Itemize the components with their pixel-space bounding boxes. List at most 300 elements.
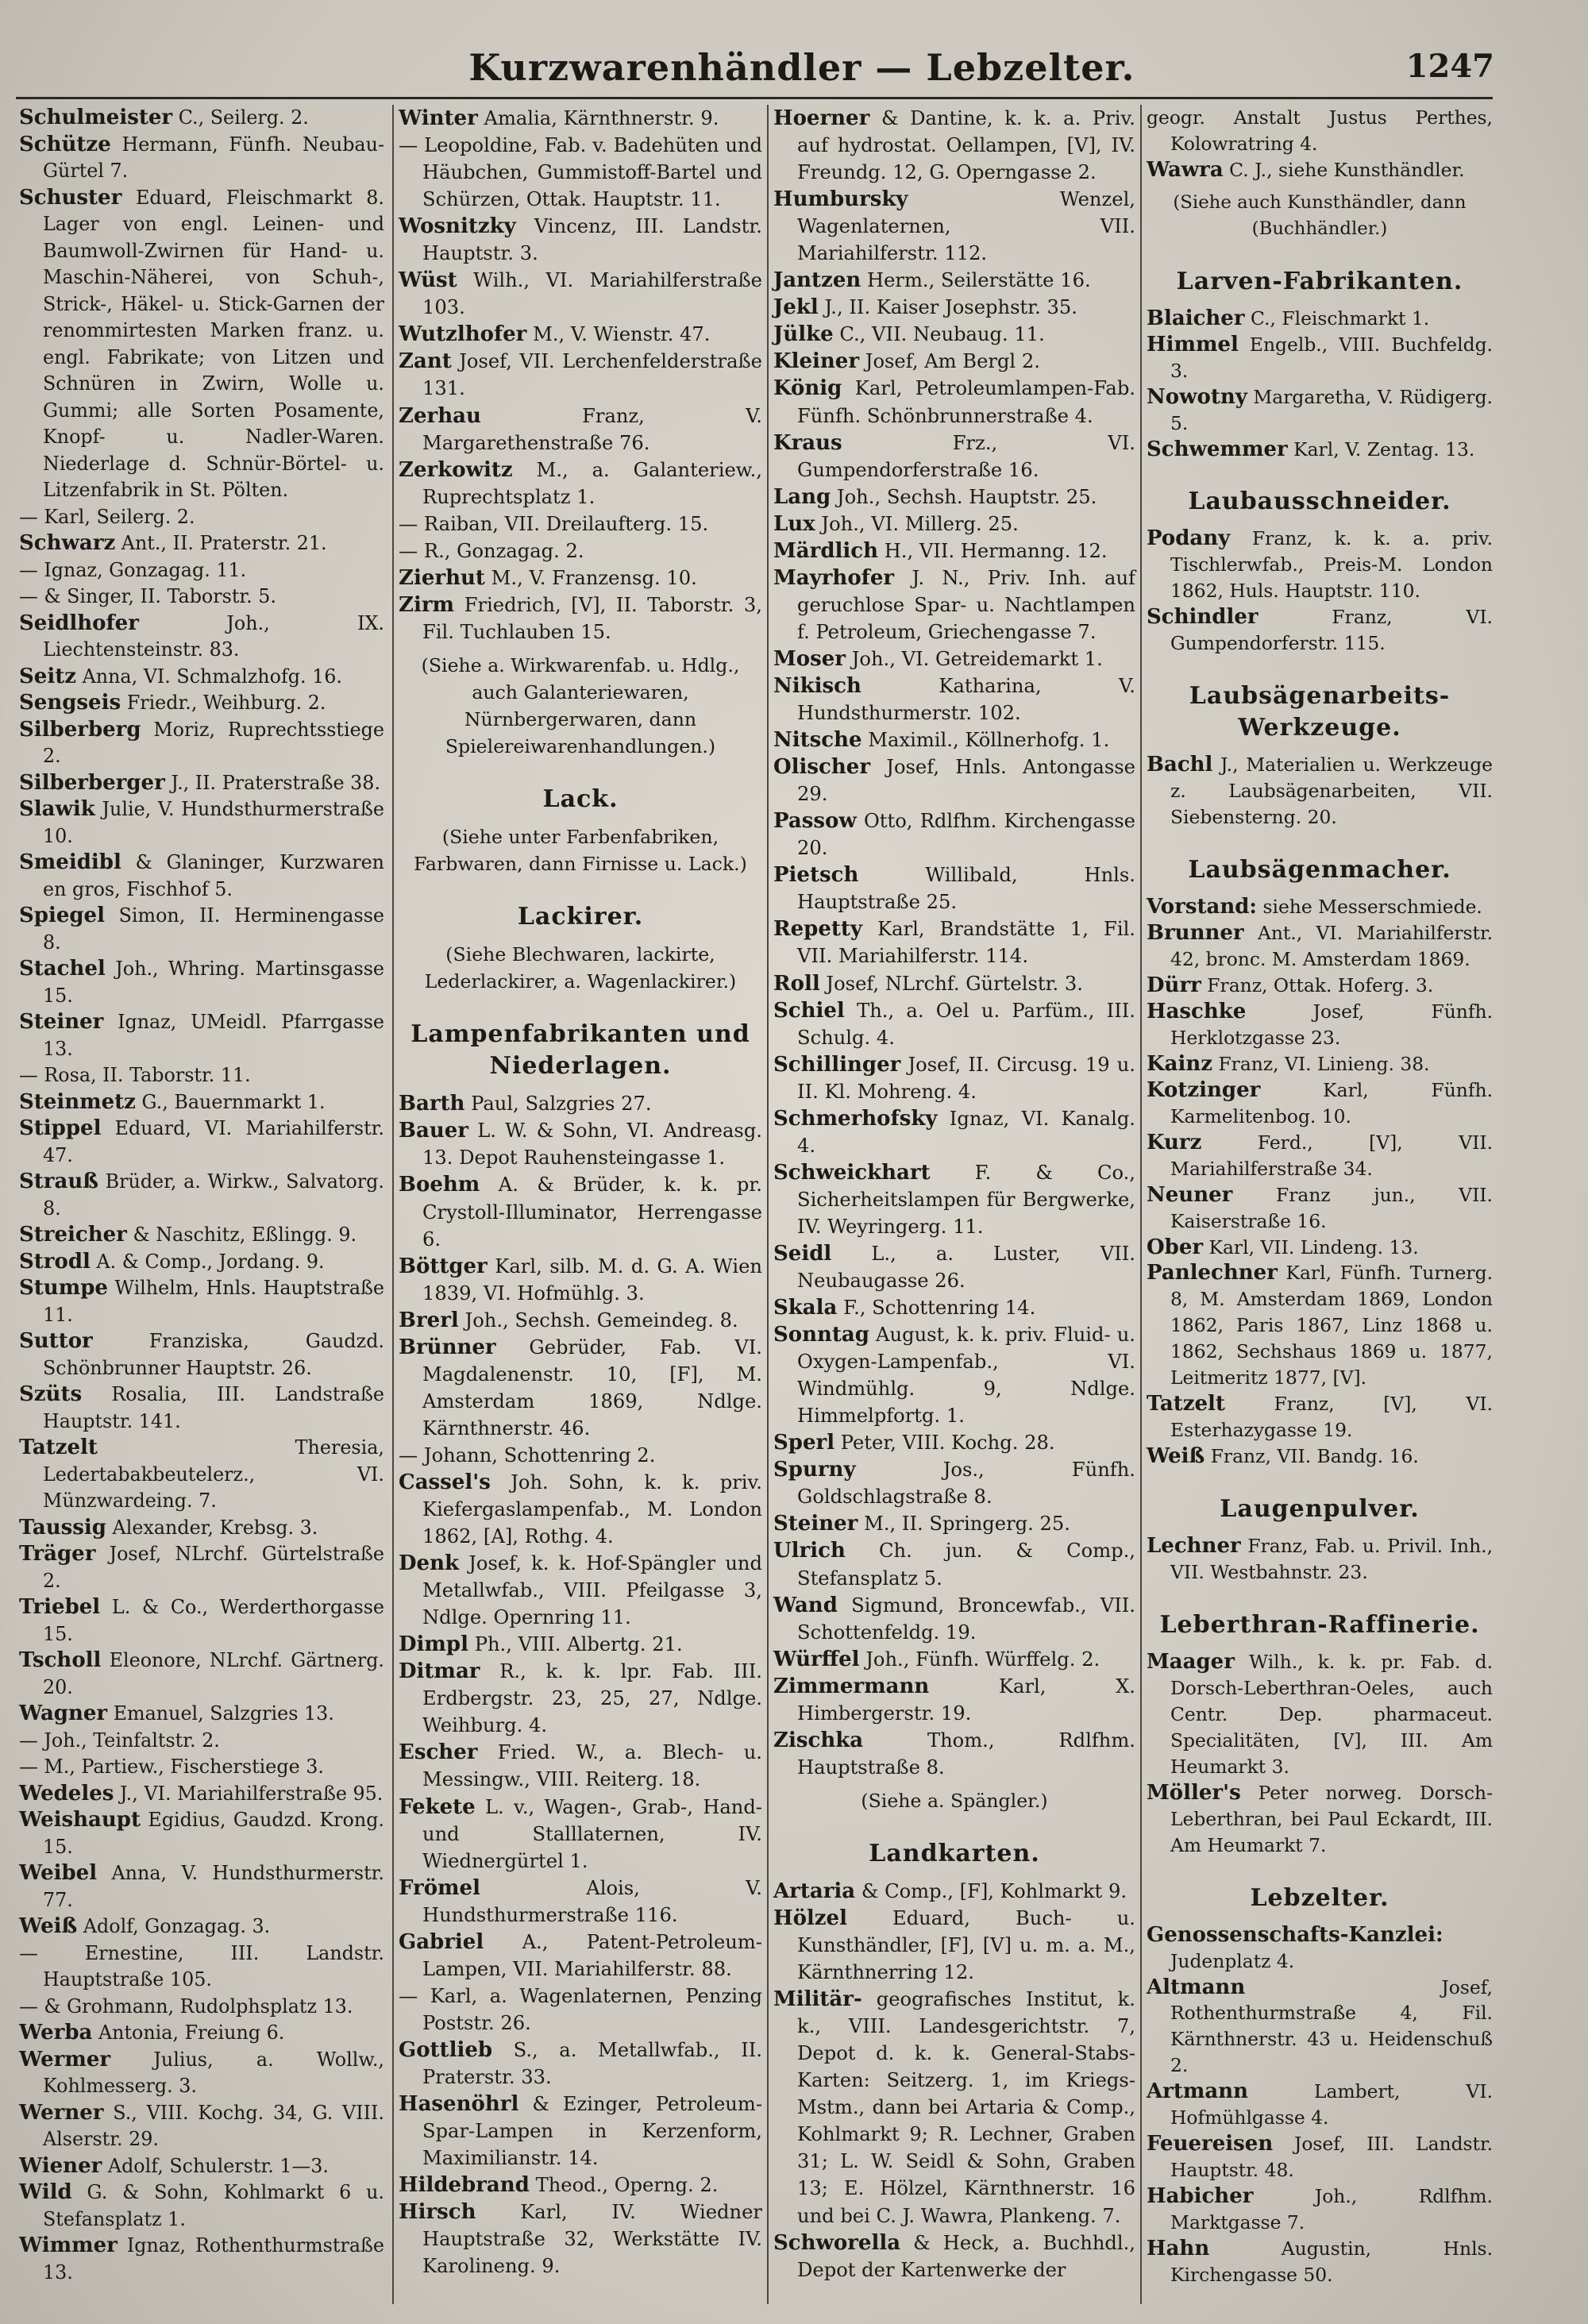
entry-text: Ant., VI. Mariahilferstr. 42, bronc. M. Amsterdam 1869. (1170, 922, 1494, 971)
entry-text: L. & Co., Werderthorgasse 15. (43, 1596, 384, 1645)
directory-entry (1147, 999, 1493, 1051)
entry-text: Franz, VII. Bandg. 16. (1210, 1445, 1419, 1468)
entry-name: Nowotny (1147, 384, 1247, 409)
entry-name: Himmel (1147, 332, 1239, 357)
directory-entry (773, 1646, 1135, 1673)
entry-text: L., a. Luster, VII. Neubaugasse 26. (797, 1242, 1135, 1293)
entry-text: Eleonore, NLrchf. Gärtnerg. 20. (43, 1649, 384, 1698)
directory-entry (19, 2153, 384, 2180)
directory-entry (773, 807, 1135, 861)
entry-name: Boehm (399, 1173, 480, 1197)
entry-text: Wilhelm, Hnls. Hauptstraße 11. (43, 1277, 384, 1326)
entry-text: Karl, Brandstätte 1, Fil. VII. Mariahilferstr. 114. (797, 918, 1135, 968)
directory-entry (1147, 2079, 1493, 2131)
section-heading: Laubausschneider. (1188, 488, 1451, 516)
directory-entry (1147, 752, 1493, 831)
entry-name: Dimpl (399, 1632, 468, 1657)
entry-text: Joh., Whring. Martinsgasse 15. (43, 958, 384, 1007)
directory-entry (19, 1594, 384, 1648)
cross-reference-note: (Siehe auch Kunsthändler, dann (Buchhändler.) (1173, 191, 1467, 239)
directory-entry (1147, 2183, 1493, 2236)
directory-entry (399, 2091, 762, 2172)
entry-name: Zimmermann (773, 1674, 930, 1698)
directory-entry (773, 348, 1135, 375)
directory-entry (1147, 1235, 1493, 1261)
directory-entry (399, 1875, 762, 1929)
directory-entry (399, 1631, 762, 1658)
entry-name: Gabriel (399, 1929, 484, 1954)
directory-entry (1147, 1182, 1493, 1235)
entry-text: & Comp., [F], Kohlmarkt 9. (861, 1879, 1127, 1902)
entry-name: Skala (773, 1296, 838, 1320)
directory-entry (19, 1222, 384, 1249)
entry-text: Engelb., VIII. Buchfeldg. 3. (1170, 333, 1493, 382)
entry-name: Schütze (19, 132, 111, 156)
entry-name: Spurny (773, 1458, 856, 1482)
directory-entry (399, 267, 762, 321)
entry-text: S., a. Metallwfab., II. Praterstr. 33. (422, 2038, 762, 2088)
entry-text: Joh., IX. Liechtensteinstr. 83. (43, 611, 384, 661)
cross-reference-note: (Siehe a. Spängler.) (861, 1789, 1048, 1812)
entry-name: Nikisch (773, 673, 861, 698)
entry-text: Eduard, Buch- u. Kunsthändler, [F], [V] u. m. a. M., Kärnthnerring 12. (797, 1907, 1135, 1984)
directory-entry (773, 294, 1135, 321)
section-heading: Leberthran-Raffinerie. (1159, 1610, 1480, 1639)
entry-text: Joh., Rdlfhm. Marktgasse 7. (1170, 2185, 1493, 2234)
entry-name: Brerl (399, 1308, 459, 1332)
entry-text: J. N., Priv. Inh. auf geruchlose Spar- u. Nachtlampen f. Petroleum, Griechengasse 7. (797, 566, 1135, 643)
section-heading: Landkarten. (869, 1839, 1040, 1867)
entry-text: Fried. W., a. Blech- u. Messingw., VIII. Reiterg. 18. (422, 1741, 762, 1791)
directory-entry (1147, 1391, 1493, 1443)
directory-entry (19, 717, 384, 770)
entry-text: M., II. Springerg. 25. (864, 1513, 1070, 1536)
entry-text: Ph., VIII. Albertg. 21. (474, 1633, 683, 1656)
entry-text: Amalia, Kärnthnerstr. 9. (484, 107, 719, 129)
directory-entry (773, 1429, 1135, 1456)
entry-text: Adolf, Gonzagag. 3. (83, 1915, 271, 1937)
entry-text: August, k. k. priv. Fluid- u. Oxygen-Lampenfab., VI. Windmühlg. 9, Ndlge. Himmelpfortg. 1. (797, 1324, 1135, 1428)
entry-name: Schiel (773, 998, 845, 1023)
directory-entry (773, 538, 1135, 565)
section-heading: Laubsägenarbeits-Werkzeuge. (1189, 682, 1451, 742)
entry-name: Lux (773, 511, 815, 536)
entry-name: Sonntag (773, 1323, 869, 1347)
directory-entry (19, 1807, 384, 1860)
entry-name: Wiener (19, 2153, 102, 2178)
directory-entry (19, 132, 384, 185)
entry-name: Wild (19, 2180, 72, 2204)
entry-name: Brunner (1147, 921, 1244, 946)
entry-text: Franz, V. Margarethenstraße 76. (422, 404, 762, 454)
entry-name: Zischka (773, 1728, 864, 1752)
entry-text: L. v., Wagen-, Grab-, Hand- und Stalllaternen, IV. Wiednergürtel 1. (422, 1795, 762, 1872)
entry-name: Kainz (1147, 1051, 1212, 1076)
entry-name: Kurz (1147, 1130, 1202, 1154)
directory-entry (1147, 105, 1493, 157)
entry-text: Judenplatz 4. (1170, 1949, 1295, 1972)
entry-name: Dürr (1147, 973, 1201, 997)
entry-name: Möller's (1147, 1780, 1241, 1805)
entry-text: Peter, VIII. Kochg. 28. (840, 1432, 1055, 1455)
entry-text: M., V. Franzensg. 10. (491, 566, 697, 589)
entry-name: Wawra (1147, 157, 1224, 182)
entry-text: C., Fleischmarkt 1. (1251, 306, 1430, 330)
directory-entry (399, 348, 762, 402)
entry-text: Ant., II. Praterstr. 21. (121, 532, 327, 554)
entry-text: — R., Gonzagag. 2. (399, 539, 584, 562)
directory-entry (1147, 1922, 1493, 1975)
entry-name: Militär- (773, 1987, 862, 2012)
directory-entry (773, 997, 1135, 1051)
entry-name: Habicher (1147, 2184, 1254, 2209)
entry-name: Moser (773, 646, 846, 671)
directory-entry (19, 1062, 384, 1089)
section-heading: Laugenpulver. (1220, 1495, 1420, 1524)
directory-entry (399, 132, 762, 213)
entry-name: Schindler (1147, 605, 1258, 630)
entry-name: Hildebrand (399, 2173, 530, 2198)
entry-name: Gottlieb (399, 2037, 493, 2062)
entry-text: Gebrüder, Fab. VI. Magdalenenstr. 10, [F], M. Amsterdam 1869, Ndlge. Kärnthnerstr. 46. (422, 1335, 762, 1439)
entry-name: Panlechner (1147, 1261, 1278, 1285)
entry-name: Werner (19, 2100, 104, 2125)
entry-name: Szüts (19, 1382, 83, 1406)
directory-entry (1147, 1051, 1493, 1077)
entry-text: S., VIII. Kochg. 34, G. VIII. Alserstr. 29. (43, 2101, 384, 2150)
directory-entry (773, 1905, 1135, 1986)
entry-name: Steiner (19, 1010, 104, 1034)
entry-name: Kotzinger (1147, 1077, 1261, 1102)
directory-entry (1147, 1130, 1493, 1182)
entry-text: C., Seilerg. 2. (178, 106, 309, 129)
entry-text: Ignaz, UMeidl. Pfarrgasse 13. (43, 1011, 384, 1060)
entry-name: Wosnitzky (399, 214, 516, 239)
entry-text: M., V. Wienstr. 47. (533, 323, 711, 346)
entry-name: Seidl (773, 1241, 832, 1266)
directory-entry (773, 1537, 1135, 1591)
entry-text: Franz, VI. Linieng. 38. (1218, 1052, 1430, 1075)
entry-name: Hasenöhrl (399, 2092, 519, 2117)
entry-name: Weiß (19, 1914, 78, 1938)
directory-entry (773, 2230, 1135, 2284)
entry-text: Brüder, a. Wirkw., Salvatorg. 8. (43, 1170, 384, 1220)
directory-entry (19, 2100, 384, 2153)
directory-entry (773, 511, 1135, 538)
entry-name: Böttger (399, 1254, 488, 1278)
directory-entry (1147, 1649, 1493, 1780)
entry-name: Ulrich (773, 1539, 846, 1563)
directory-entry (399, 1550, 762, 1631)
entry-name: Weibel (19, 1861, 98, 1885)
directory-entry (1147, 973, 1493, 999)
entry-text: Friedr., Weihburg. 2. (126, 692, 326, 714)
entry-name: Steinmetz (19, 1089, 136, 1114)
entry-name: Wedeles (19, 1781, 114, 1806)
directory-entry (19, 956, 384, 1009)
entry-text: C., VII. Neubaug. 11. (839, 323, 1045, 346)
entry-text: Otto, Rdlfhm. Kirchengasse 20. (797, 810, 1135, 860)
entry-name: Wand (773, 1593, 838, 1617)
entry-name: Genossenschafts-Kanzlei: (1147, 1922, 1443, 1947)
running-title: Kurzwarenhändler — Lebzelter. (468, 46, 1135, 89)
entry-text: Alexander, Krebsg. 3. (112, 1516, 318, 1539)
entry-text: Alois, V. Hundsthurmerstraße 116. (422, 1876, 762, 1926)
entry-text: Ignaz, VI. Kanalg. 4. (797, 1107, 1135, 1157)
entry-text: Jos., Fünfh. Goldschlagstraße 8. (797, 1459, 1135, 1509)
entry-name: Strauß (19, 1170, 98, 1193)
entry-text: A. & Brüder, k. k. pr. Crystoll-Illuminator, Herrengasse 6. (422, 1174, 762, 1251)
entry-name: Tscholl (19, 1648, 102, 1672)
directory-entry (773, 753, 1135, 807)
directory-entry (399, 321, 762, 348)
directory-entry (773, 1240, 1135, 1294)
entry-text: Lambert, VI. Hofmühlgasse 4. (1170, 2080, 1494, 2129)
column-2 (392, 105, 767, 2304)
entry-text: Franz, k. k. a. priv. Tischlerwfab., Preis-M. London 1862, Huls. Hauptstr. 110. (1170, 527, 1494, 603)
entry-text: Joh., VI. Getreidemarkt 1. (851, 647, 1103, 670)
entry-text: A., Patent-Petroleum-Lampen, VII. Mariahilferstr. 88. (422, 1930, 762, 1980)
entry-name: Bachl (1147, 753, 1213, 777)
entry-text: Thom., Rdlfhm. Hauptstraße 8. (797, 1729, 1135, 1779)
entry-name: Barth (399, 1092, 465, 1116)
entry-name: Artmann (1147, 2079, 1249, 2104)
section-heading: Larven-Fabrikanten. (1176, 267, 1463, 295)
entry-name: Triebel (19, 1595, 101, 1619)
directory-entry (773, 1878, 1135, 1905)
cross-reference-note: (Siehe unter Farbenfabriken, Farbwaren, dann Firnisse u. Lack.) (414, 826, 747, 876)
directory-entry (19, 796, 384, 850)
directory-entry (19, 1169, 384, 1222)
directory-entry (19, 2233, 384, 2286)
directory-entry (399, 511, 762, 538)
entry-name: Ditmar (399, 1659, 480, 1684)
entry-text: Josef, NLrchf. Gürtelstraße 2. (43, 1543, 384, 1592)
entry-text: Franziska, Gaudzd. Schönbrunner Hauptstr. 26. (43, 1330, 384, 1379)
entry-name: Podany (1147, 526, 1231, 551)
entry-name: Bauer (399, 1119, 468, 1143)
entry-name: Träger (19, 1542, 96, 1566)
entry-text: F. & Co., Sicherheitslampen für Bergwerke, IV. Weyringerg. 11. (797, 1161, 1135, 1238)
directory-entry (1147, 157, 1493, 183)
entry-text: Willibald, Hnls. Hauptstraße 25. (797, 864, 1135, 914)
entry-text: G., Bauernmarkt 1. (141, 1090, 326, 1113)
entry-name: Steiner (773, 1512, 858, 1536)
directory-entry (399, 1117, 762, 1171)
entry-name: Zerhau (399, 403, 481, 428)
directory-entry (19, 1382, 384, 1435)
entry-name: Taussig (19, 1515, 106, 1540)
entry-name: Lang (773, 484, 831, 509)
entry-name: König (773, 376, 842, 401)
entry-text: — Karl, Seilerg. 2. (19, 505, 195, 528)
entry-text: & Dantine, k. k. a. Priv. auf hydrostat. Oellampen, [V], IV. Freundg. 12, G. Operngasse 2. (797, 107, 1135, 184)
entry-text: Moriz, Ruprechtsstiege 2. (43, 718, 384, 767)
directory-entry (19, 1275, 384, 1328)
directory-entry (399, 1929, 762, 1983)
directory-entry (773, 430, 1135, 484)
directory-entry (773, 673, 1135, 726)
directory-entry (19, 1648, 384, 1701)
directory-entry (1147, 1260, 1493, 1391)
entry-name: Escher (399, 1740, 478, 1765)
section-heading: Lampenfabrikanten und Niederlagen. (410, 1020, 750, 1081)
directory-entry (19, 1941, 384, 1994)
directory-entry (19, 584, 384, 611)
entry-text: geogr. Anstalt Justus Perthes, Kolowratring 4. (1147, 106, 1493, 155)
entry-name: Jülke (773, 322, 834, 347)
entry-text: — M., Partiew., Fischerstiege 3. (19, 1756, 324, 1778)
directory-entry (19, 2020, 384, 2047)
entry-name: Zerkowitz (399, 457, 513, 482)
entry-text: Emanuel, Salzgries 13. (113, 1702, 334, 1725)
directory-entry (773, 484, 1135, 511)
entry-name: Schwarz (19, 531, 116, 555)
entry-text: J., Materialien u. Werkzeuge z. Laubsägenarbeiten, VII. Siebensterng. 20. (1170, 753, 1494, 829)
entry-name: Brünner (399, 1335, 496, 1359)
entry-text: Franz, VI. Gumpendorferstr. 115. (1170, 606, 1493, 655)
entry-name: Werba (19, 2021, 93, 2045)
page-number: 1247 (1405, 48, 1494, 85)
entry-name: Würffel (773, 1647, 860, 1671)
entry-name: Haschke (1147, 999, 1247, 1023)
entry-name: Zant (399, 349, 452, 374)
entry-name: Stumpe (19, 1276, 108, 1300)
directory-entry (19, 1249, 384, 1276)
entry-text: Eduard, VI. Mariahilferstr. 47. (43, 1117, 384, 1166)
entry-name: Feuereisen (1147, 2132, 1274, 2156)
entry-text: Herm., Seilerstätte 16. (866, 269, 1091, 292)
entry-text: Anna, V. Hundsthurmerstr. 77. (43, 1862, 384, 1911)
entry-text: — Rosa, II. Taborstr. 11. (19, 1064, 251, 1086)
cross-reference-note: (Siehe a. Wirkwarenfab. u. Hdlg., auch Galanteriewaren, Nürnbergerwaren, dann Spielereiwarenhandlungen.) (421, 653, 740, 758)
directory-entry (19, 1701, 384, 1728)
entry-text: Josef, Hnls. Antongasse 29. (797, 756, 1135, 806)
entry-name: Kraus (773, 430, 842, 455)
entry-name: Schworella (773, 2230, 901, 2255)
entry-name: Schillinger (773, 1052, 901, 1077)
directory-entry (19, 1781, 384, 1808)
directory-entry (399, 1983, 762, 2037)
entry-name: Slawik (19, 797, 95, 821)
directory-entry (19, 2047, 384, 2100)
entry-name: Vorstand: (1147, 895, 1258, 919)
entry-text: Wilh., k. k. pr. Fab. d. Dorsch-Leberthran-Oeles, auch Centr. Dep. pharmaceut. Specialitäten, [V], III. Am Heumarkt 3. (1170, 1650, 1493, 1778)
directory-entry (19, 1435, 384, 1515)
entry-name: Weishaupt (19, 1808, 141, 1832)
entry-name: Nitsche (773, 728, 862, 753)
entry-name: Tatzelt (1147, 1392, 1225, 1416)
entry-text: Rosalia, III. Landstraße Hauptstr. 141. (43, 1383, 384, 1432)
directory-entry (19, 850, 384, 903)
column-4 (1140, 105, 1497, 2304)
entry-name: Wermer (19, 2047, 111, 2072)
directory-entry (1147, 1443, 1493, 1470)
entry-name: Schweickhart (773, 1160, 931, 1185)
directory-entry (19, 1541, 384, 1594)
entry-name: Sperl (773, 1431, 835, 1455)
column-1 (14, 105, 389, 2304)
entry-name: Kleiner (773, 349, 860, 374)
entry-text: J., II. Kaiser Josephstr. 35. (824, 296, 1077, 319)
entry-text: Josef, NLrchf. Gürtelstr. 3. (826, 972, 1083, 995)
header-rule (16, 97, 1493, 99)
entry-text: Hermann, Fünfh. Neubau-Gürtel 7. (43, 133, 384, 182)
entry-name: Schuster (19, 185, 122, 210)
entry-text: G. & Sohn, Kohlmarkt 6 u. Stefansplatz 1. (43, 2181, 384, 2230)
directory-entry (773, 970, 1135, 997)
cross-reference-note: (Siehe Blechwaren, lackirte, Lederlackirer, a. Wagenlackirer.) (424, 943, 737, 993)
entry-text: Sigmund, Broncewfab., VII. Schottenfeldg. 19. (797, 1594, 1135, 1644)
section-heading: Lackirer. (517, 903, 644, 931)
directory-entry (773, 375, 1135, 429)
entry-text: M., a. Galanteriew., Ruprechtsplatz 1. (422, 458, 762, 508)
entry-text: — Joh., Teinfaltstr. 2. (19, 1729, 220, 1752)
entry-text: Vincenz, III. Landstr. Hauptstr. 3. (422, 215, 762, 265)
directory-entry (19, 1728, 384, 1755)
directory-entry (399, 105, 762, 132)
entry-text: Karl, IV. Wiedner Hauptstraße 32, Werkstätte IV. Karolineng. 9. (422, 2201, 762, 2278)
directory-entry (19, 903, 384, 956)
entry-text: Josef, III. Landstr. Hauptstr. 48. (1170, 2133, 1494, 2182)
entry-name: Lechner (1147, 1534, 1241, 1559)
directory-entry (19, 2179, 384, 2233)
directory-entry (399, 1307, 762, 1334)
directory-entry (773, 105, 1135, 186)
entry-name: Smeidibl (19, 850, 121, 874)
directory-entry (1147, 920, 1493, 973)
entry-text: Franz, [V], VI. Esterhazygasse 19. (1170, 1393, 1494, 1442)
directory-entry (773, 267, 1135, 294)
directory-entry (399, 1090, 762, 1117)
directory-entry (773, 1105, 1135, 1159)
directory-entry (1147, 1533, 1493, 1586)
entry-text: Josef, II. Circusg. 19 u. II. Kl. Mohreng. 4. (797, 1053, 1135, 1103)
entry-name: Stippel (19, 1116, 102, 1140)
entry-name: Neuner (1147, 1182, 1233, 1207)
directory-entry (19, 1089, 384, 1116)
directory-entry (773, 565, 1135, 646)
entry-name: Stachel (19, 957, 106, 981)
directory-entry (773, 321, 1135, 348)
entry-text: Joh., VI. Millerg. 25. (821, 512, 1019, 535)
page-header (0, 46, 1588, 94)
directory-entry (19, 1116, 384, 1169)
entry-name: Schmerhofsky (773, 1106, 938, 1131)
entry-text: Karl, VII. Lindeng. 13. (1208, 1235, 1419, 1258)
entry-name: Cassel's (399, 1470, 491, 1494)
entry-name: Silberberg (19, 717, 141, 742)
column-3 (767, 105, 1140, 2304)
entry-name: Denk (399, 1551, 460, 1576)
entry-name: Roll (773, 971, 820, 996)
entry-name: Sengseis (19, 691, 121, 715)
entry-text: Wenzel, Wagenlaternen, VII. Mariahilferstr. 112. (797, 188, 1135, 265)
directory-entry (399, 2172, 762, 2199)
directory-entry (1147, 1975, 1493, 2079)
directory-entry (773, 1986, 1135, 2229)
entry-name: Wutzlhofer (399, 322, 527, 347)
entry-text: Franz jun., VII. Kaiserstraße 16. (1170, 1183, 1493, 1232)
directory-entry (399, 592, 762, 646)
directory-entry (19, 690, 384, 717)
entry-name: Maager (1147, 1649, 1235, 1674)
entry-text: Karl, silb. M. d. G. A. Wien 1839, VI. Hofmühlg. 3. (422, 1254, 762, 1305)
entry-text: — Ignaz, Gonzagag. 11. (19, 558, 247, 581)
entry-text: Theod., Operng. 2. (535, 2174, 719, 2197)
entry-name: Schwemmer (1147, 437, 1288, 461)
entry-text: & Heck, a. Buchhdl., Depot der Kartenwerke der (797, 2231, 1135, 2281)
